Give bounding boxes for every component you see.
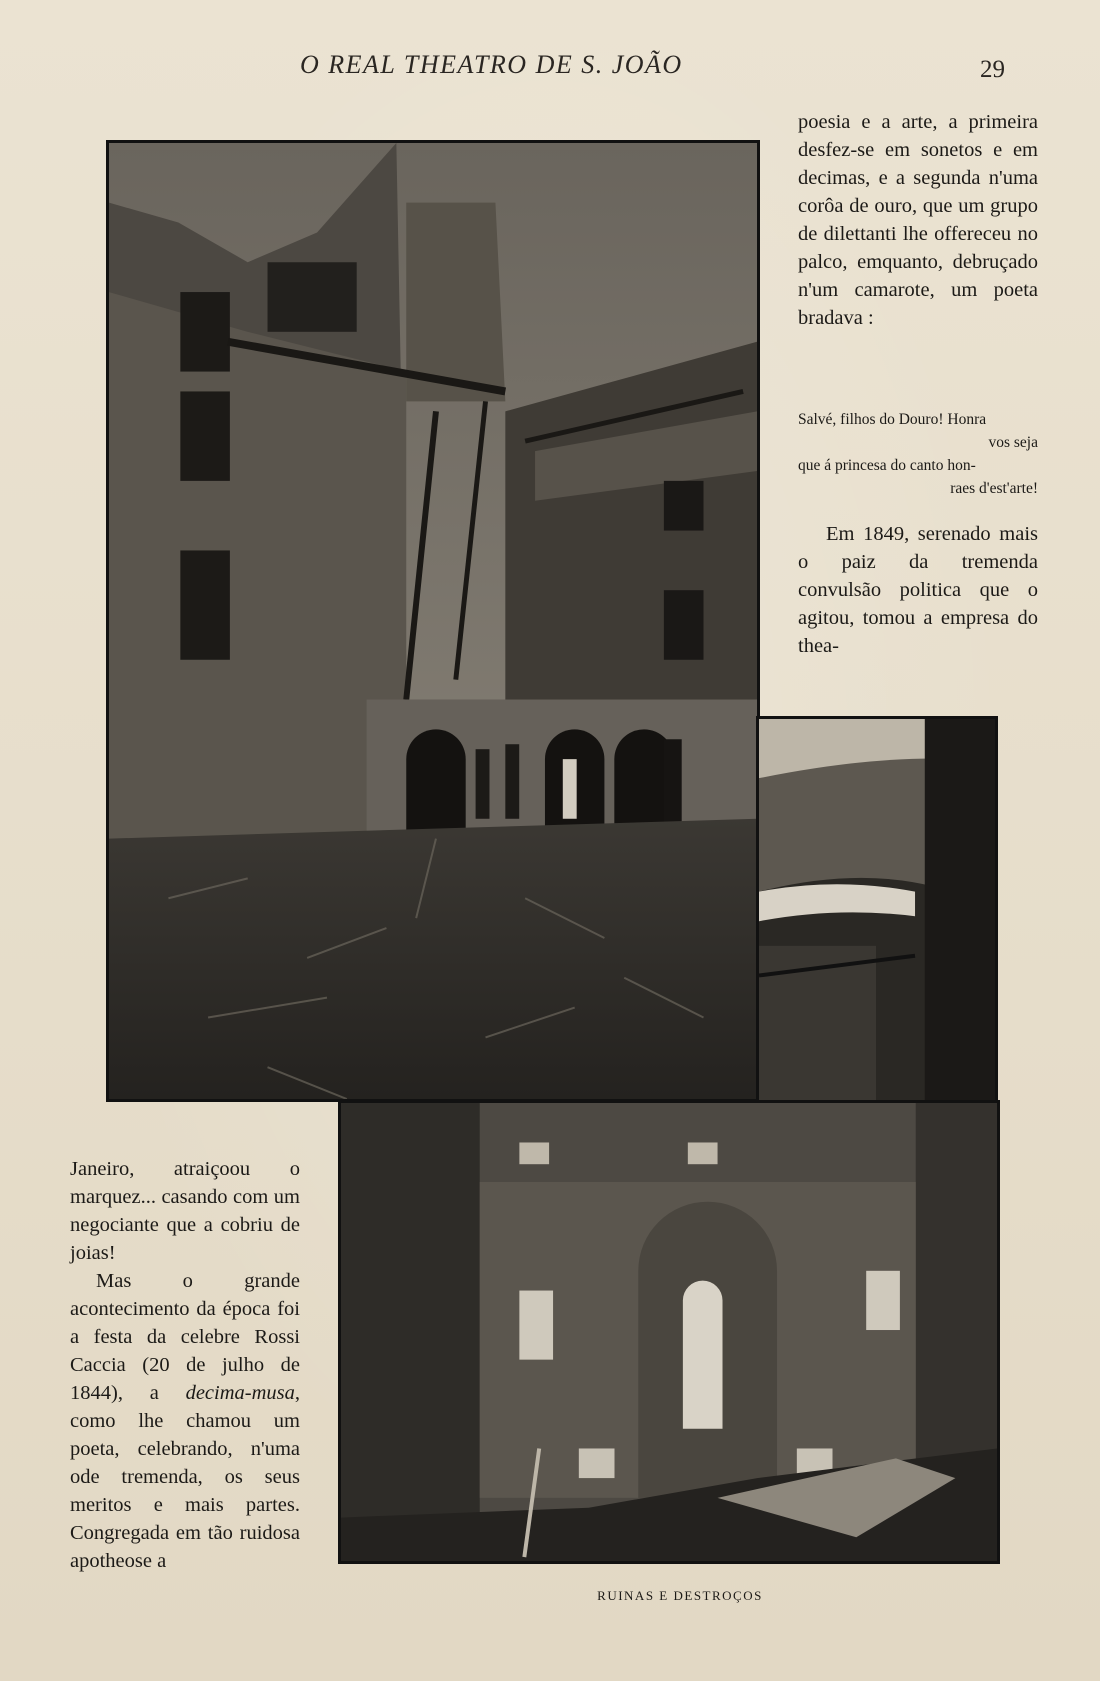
photo-interior-wall [338,1100,1000,1564]
running-title: O REAL THEATRO DE S. JOÃO [300,50,683,79]
italic-term: decima-musa [185,1382,295,1404]
right-column-paragraph-1: poesia e a arte, a primeira desfez-se em sonetos e em decimas, e a segunda n'uma corôa de ouro, que um grupo de dilettanti lhe offereceu no palco, emquanto, debruçado n'um camarote, um poeta bradava : [798,111,1038,329]
left-column [70,1155,300,1575]
photo-interior-arch [756,716,998,1158]
verse [798,408,1038,500]
right-column-paragraph-2: Em 1849, serenado mais o paiz da tremenda convulsão politica que o agitou, tomou a empresa do thea- [798,523,1038,657]
photo-caption: RUINAS E DESTROÇOS [597,1588,763,1603]
verse-line: que á princesa do canto hon- [798,457,976,474]
text-run: Mas o grande acontecimento da época foi a festa da celebre Rossi Caccia (20 de julho de 1844), a [70,1270,300,1404]
verse-line: Salvé, filhos do Douro! Honra [798,411,987,428]
text-run: , como lhe chamou um poeta, celebrando, n'uma ode tremenda, os seus meritos e mais partes. Congregada em tão ruidosa apotheose a [70,1382,300,1572]
left-column-paragraph-1: Janeiro, atraiçoou o marquez... casando com um negociante que a cobriu de joias! [70,1158,300,1264]
verse-line: vos seja [988,434,1038,451]
left-column-paragraph-2 [70,1267,300,1575]
photo-ruined-facade [106,140,760,1102]
verse-line: raes d'est'arte! [950,480,1038,497]
page-number: 29 [980,56,1005,83]
